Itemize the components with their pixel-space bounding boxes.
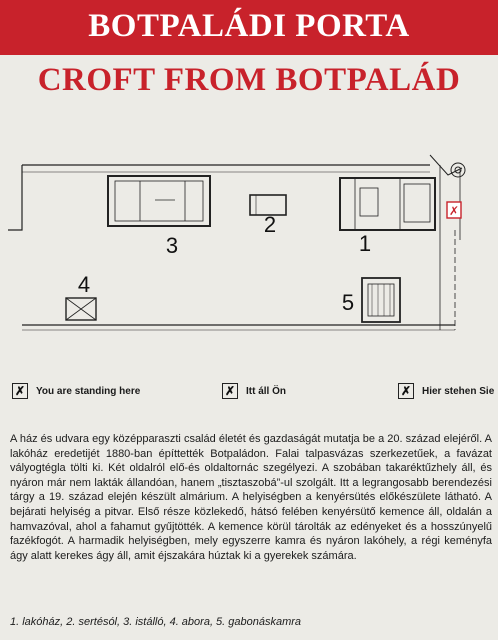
you-are-here-icon: ✗ [398,383,414,399]
building-3-outline [108,176,210,226]
building-1-label: 1 [358,231,372,256]
legend-item-hu [222,380,286,402]
legend-label-hu: Itt áll Ön [246,385,286,397]
building-5-label: 5 [341,290,355,315]
building-4-label: 4 [77,272,91,297]
building-key-caption: 1. lakóház, 2. sertésól, 3. istálló, 4. abora, 5. gabonáskamra [10,616,302,628]
you-are-here-icon: ✗ [222,383,238,399]
legend-item-de [398,380,494,402]
building-3-inner [115,181,203,221]
svg-text:✗: ✗ [448,204,460,218]
fence-line [8,165,22,230]
title-english: CROFT FROM BOTPALÁD [37,62,461,98]
description-text: A ház és udvara egy középparaszti család életét és gazdaságát mutatja be a 20. század elejéről. A lakóház eredetijét 1880-ban építtették Botpaládon. Falai talpasvázas szerkezetűek, a favázat vályogtégla tölti ki. Két oldalról elő-és oldaltornác szegélyezi. A szobában takaréktűzhely áll, és nyáron már nem lakták állandóan, hanem „tisztaszobá”-ul szolgált. Itt a legrangosabb berendezési tárgy a 19. század elején készült almárium. A helyiségben a kenyérsütés előkészülete látható. A bejárati helyiség a pitvar. Első része közlekedő, hátsó felében kenyérsütő kemence áll, oldalán a hamvazóval, ahol a fahamut gyűjtötték. A kemence körül tárolták az edényeket és a hosszúnyelű fazékfogót. A harmadik helyiségben, mely egyszerre kamra és nyáron lakóhely, a régi keményfa ágy alatt kerekes ágy áll, amit éjszakára húztak ki a gyerekek számára. [10,433,492,562]
building-3-label: 3 [165,233,179,258]
title-hungarian: BOTPALÁDI PORTA [88,8,410,44]
legend-label-de: Hier stehen Sie [422,385,495,397]
site-plan [0,140,498,360]
legend-label-en: You are standing here [36,385,141,397]
legend-item-en [12,380,140,402]
you-are-here-marker [447,202,461,218]
you-are-here-icon: ✗ [12,383,28,399]
building-2-label: 2 [263,212,277,237]
